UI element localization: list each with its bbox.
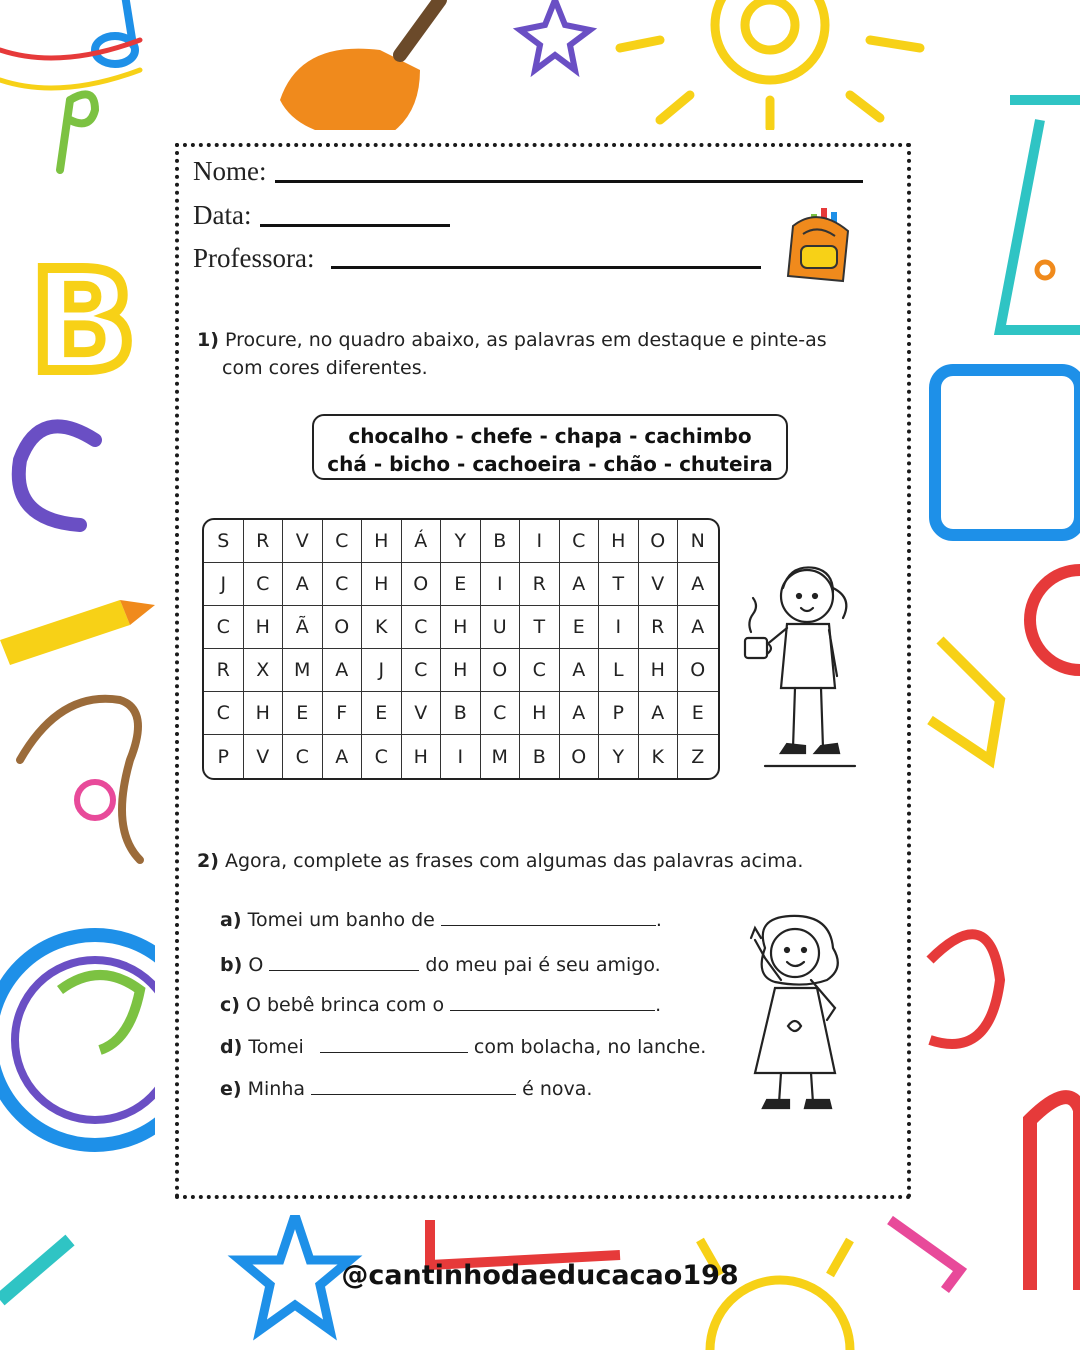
question-2-number: 2)	[197, 850, 219, 872]
sentence-e-blank[interactable]	[311, 1093, 516, 1095]
sentence-c-blank[interactable]	[450, 1009, 655, 1011]
grid-cell[interactable]: I	[599, 606, 639, 649]
sentence-a: a) Tomei um banho de .	[220, 909, 662, 931]
professora-label: Professora:	[193, 243, 315, 273]
grid-cell[interactable]: I	[481, 563, 521, 606]
grid-cell[interactable]: Y	[599, 735, 639, 778]
apple-doodle	[930, 934, 1000, 1044]
grid-cell[interactable]: K	[639, 735, 679, 778]
grid-cell[interactable]: H	[244, 692, 284, 735]
grid-cell[interactable]: A	[639, 692, 679, 735]
grid-cell[interactable]: R	[520, 563, 560, 606]
grid-cell[interactable]: L	[599, 649, 639, 692]
grid-cell[interactable]: H	[599, 520, 639, 563]
grid-cell[interactable]: B	[481, 520, 521, 563]
music-note-doodle	[0, 0, 140, 170]
sentence-c: c) O bebê brinca com o .	[220, 994, 662, 1016]
grid-cell[interactable]: A	[560, 563, 600, 606]
grid-cell[interactable]: R	[204, 649, 244, 692]
grid-cell[interactable]: A	[560, 692, 600, 735]
question-2-text: Agora, complete as frases com algumas das palavras acima.	[224, 850, 804, 872]
grid-cell[interactable]: A	[560, 649, 600, 692]
sentence-d-blank[interactable]	[320, 1051, 468, 1053]
nome-label: Nome:	[193, 156, 267, 186]
grid-cell[interactable]: Ã	[283, 606, 323, 649]
grid-cell[interactable]: B	[441, 692, 481, 735]
grid-cell[interactable]: J	[204, 563, 244, 606]
grid-cell[interactable]: Z	[691, 745, 705, 768]
grid-cell[interactable]: C	[283, 735, 323, 778]
grid-cell[interactable]: C	[204, 606, 244, 649]
question-1-line2: com cores diferentes.	[222, 357, 428, 379]
sun-doodle-bottom	[700, 1240, 850, 1350]
grid-cell[interactable]: M	[283, 649, 323, 692]
grid-cell[interactable]: V	[402, 692, 442, 735]
grid-cell[interactable]: O	[639, 520, 679, 563]
grid-cell[interactable]: O	[678, 649, 718, 692]
grid-cell[interactable]: N	[678, 520, 718, 563]
sentence-d: d) Tomei com bolacha, no lanche.	[220, 1036, 707, 1058]
grid-cell[interactable]: P	[599, 692, 639, 735]
grid-cell[interactable]: C	[244, 563, 284, 606]
data-row	[193, 200, 251, 231]
grid-cell[interactable]: H	[441, 649, 481, 692]
pencil-doodle	[0, 600, 155, 665]
word-search-grid	[202, 518, 720, 780]
grid-cell[interactable]: A	[323, 735, 363, 778]
question-1	[197, 329, 827, 351]
grid-cell[interactable]: E	[362, 692, 402, 735]
grid-cell[interactable]: O	[481, 649, 521, 692]
grid-cell[interactable]: A	[678, 563, 718, 606]
grid-cell[interactable]: K	[362, 606, 402, 649]
grid-cell[interactable]: F	[323, 692, 363, 735]
grid-cell[interactable]: B	[520, 735, 560, 778]
grid-cell[interactable]: P	[204, 735, 244, 778]
grid-cell[interactable]: C	[402, 606, 442, 649]
star-doodle	[520, 0, 590, 70]
girl-thumbs-up-illustration	[715, 908, 865, 1120]
grid-cell[interactable]: R	[244, 520, 284, 563]
calculator-doodle	[935, 370, 1080, 535]
grid-cell[interactable]: S	[204, 520, 244, 563]
question-2	[197, 850, 803, 872]
grid-cell[interactable]: C	[323, 563, 363, 606]
sentence-a-blank[interactable]	[441, 924, 656, 926]
instagram-handle: @cantinhodaeducacao198	[341, 1260, 739, 1291]
grid-cell[interactable]: R	[639, 606, 679, 649]
grid-cell[interactable]: O	[402, 563, 442, 606]
grid-cell[interactable]: C	[204, 692, 244, 735]
grid-cell[interactable]: A	[678, 606, 718, 649]
sun-doodle	[620, 0, 920, 128]
grid-cell[interactable]: T	[520, 606, 560, 649]
sentence-b: b) O do meu pai é seu amigo.	[220, 954, 661, 976]
grid-cell[interactable]: M	[481, 735, 521, 778]
grid-cell[interactable]: Á	[402, 520, 442, 563]
grid-cell[interactable]: C	[520, 649, 560, 692]
grid-cell[interactable]: E	[678, 692, 718, 735]
sentence-b-blank[interactable]	[269, 969, 419, 971]
grid-cell[interactable]: V	[244, 735, 284, 778]
grid-cell[interactable]: C	[560, 520, 600, 563]
crayon-doodle	[930, 640, 1000, 760]
word-list-box	[312, 414, 788, 480]
grid-cell[interactable]: I	[520, 520, 560, 563]
grid-cell[interactable]: E	[441, 563, 481, 606]
flask-doodle	[1000, 100, 1080, 330]
grid-cell[interactable]: I	[441, 735, 481, 778]
grid-cell[interactable]: C	[481, 692, 521, 735]
grid-cell[interactable]: H	[244, 606, 284, 649]
grid-cell[interactable]: H	[441, 606, 481, 649]
grid-cell[interactable]: E	[283, 692, 323, 735]
grid-cell[interactable]: C	[402, 649, 442, 692]
guitar-doodle	[20, 699, 140, 860]
grid-cell[interactable]: U	[481, 606, 521, 649]
grid-cell[interactable]: A	[323, 649, 363, 692]
data-label: Data:	[193, 200, 252, 230]
grid-cell[interactable]: H	[520, 692, 560, 735]
grid-cell[interactable]: E	[560, 606, 600, 649]
grid-cell[interactable]: O	[560, 735, 600, 778]
word-list-line2: chá - bicho - cachoeira - chão - chuteira	[327, 452, 773, 476]
marker-doodle	[430, 1220, 620, 1265]
grid-cell[interactable]: T	[599, 563, 639, 606]
grid-cell[interactable]: H	[402, 735, 442, 778]
shovel-doodle	[280, 0, 440, 140]
grid-cell[interactable]: Y	[441, 520, 481, 563]
professora-row	[193, 243, 314, 274]
grid-cell[interactable]: V	[283, 520, 323, 563]
grid-cell[interactable]: V	[639, 563, 679, 606]
word-list-line1: chocalho - chefe - chapa - cachimbo	[348, 424, 752, 448]
grid-cell[interactable]: C	[362, 735, 402, 778]
question-1-text-line1: Procure, no quadro abaixo, as palavras em destaque e pinte-as	[224, 329, 827, 351]
grid-cell[interactable]: A	[283, 563, 323, 606]
grid-cell[interactable]: X	[244, 649, 284, 692]
grid-cell[interactable]: H	[639, 649, 679, 692]
grid-cell[interactable]: O	[323, 606, 363, 649]
question-1-number: 1)	[197, 329, 219, 351]
grid-cell[interactable]: H	[362, 520, 402, 563]
sentence-e: e) Minha é nova.	[220, 1078, 593, 1100]
girl-with-cup-illustration	[725, 558, 865, 776]
worksheet	[155, 130, 925, 1215]
letter-c-doodle	[19, 426, 95, 525]
nome-row	[193, 156, 267, 187]
grid-cell[interactable]: C	[323, 520, 363, 563]
letter-b-doodle: B	[30, 241, 137, 404]
grid-cell[interactable]: J	[362, 649, 402, 692]
clock-doodle	[1030, 570, 1080, 670]
grid-cell[interactable]: H	[362, 563, 402, 606]
backpack-icon	[773, 206, 863, 286]
